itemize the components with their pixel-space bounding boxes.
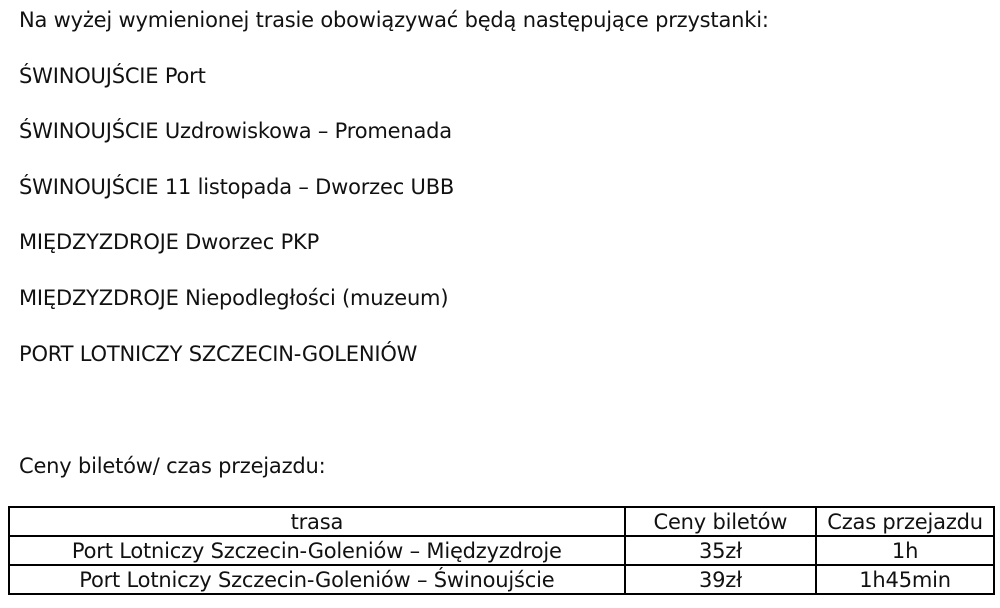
stop-item: PORT LOTNICZY SZCZECIN-GOLENIÓW bbox=[19, 342, 418, 366]
column-header-route: trasa bbox=[9, 507, 625, 536]
table-row bbox=[9, 565, 994, 594]
stop-item: MIĘDZYZDROJE Niepodległości (muzeum) bbox=[19, 286, 449, 310]
intro-text: Na wyżej wymienionej trasie obowiązywać będą następujące przystanki: bbox=[19, 8, 769, 32]
column-header-price: Ceny biletów bbox=[625, 507, 816, 536]
stop-item: ŚWINOUJŚCIE 11 listopada – Dworzec UBB bbox=[19, 175, 455, 199]
prices-heading: Ceny biletów/ czas przejazdu: bbox=[19, 454, 326, 478]
stop-item: ŚWINOUJŚCIE Port bbox=[19, 64, 206, 88]
route-cell: Port Lotniczy Szczecin-Goleniów – Świnoujście bbox=[9, 565, 625, 594]
price-cell: 39zł bbox=[625, 565, 816, 594]
route-cell: Port Lotniczy Szczecin-Goleniów – Międzyzdroje bbox=[9, 536, 625, 565]
table-row bbox=[9, 536, 994, 565]
stop-item: MIĘDZYZDROJE Dworzec PKP bbox=[19, 230, 320, 254]
price-cell: 35zł bbox=[625, 536, 816, 565]
time-cell: 1h45min bbox=[816, 565, 994, 594]
column-header-time: Czas przejazdu bbox=[816, 507, 994, 536]
prices-table bbox=[8, 506, 995, 595]
table-header-row bbox=[9, 507, 994, 536]
time-cell: 1h bbox=[816, 536, 994, 565]
stop-item: ŚWINOUJŚCIE Uzdrowiskowa – Promenada bbox=[19, 119, 452, 143]
